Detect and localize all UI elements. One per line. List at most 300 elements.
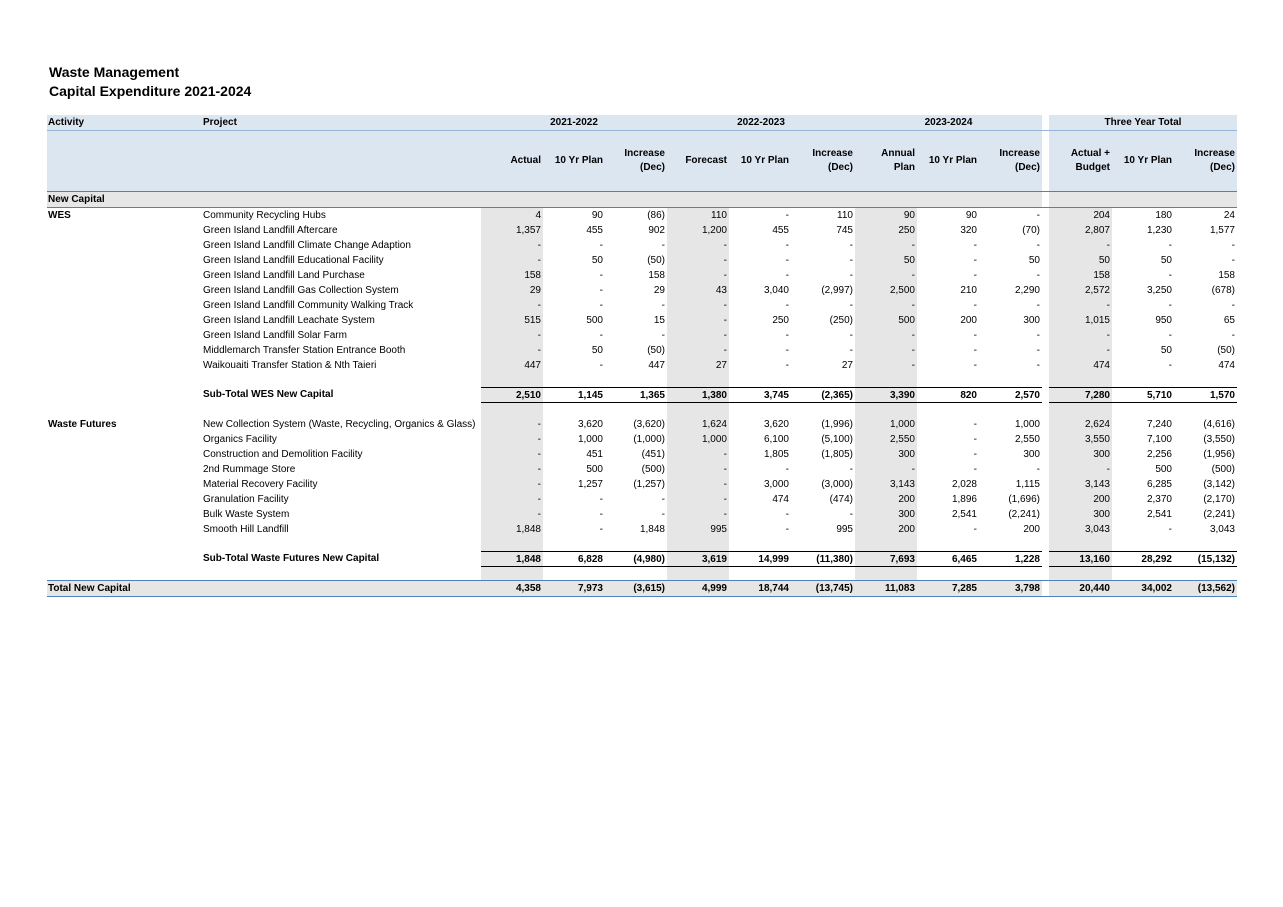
value-cell: (250) [829,315,853,326]
subtotal-label: Sub-Total Waste Futures New Capital [203,553,380,564]
value-cell: 7,100 [1146,434,1172,445]
value-cell: - [723,270,727,281]
value-cell: 474 [1093,360,1110,371]
group-header-2022-2023: 2022-2023 [737,117,785,128]
table-row [47,223,1237,238]
table-row [47,328,1237,343]
value-cell: 3,043 [1084,524,1110,535]
table-row [47,462,1237,477]
table-row [47,447,1237,462]
project-name: Construction and Demolition Facility [203,449,363,460]
value-cell: 1,357 [515,225,541,236]
column-header [667,131,729,191]
value-cell: 158 [1218,270,1235,281]
value-cell: - [599,285,603,296]
project-name: Green Island Landfill Aftercare [203,225,338,236]
value-cell: 200 [1023,524,1040,535]
subtotal-value: 1,145 [543,387,605,403]
value-cell: (3,550) [1203,434,1235,445]
column-header [1112,131,1174,191]
value-cell: (4,616) [1203,419,1235,430]
total-value: 18,744 [758,583,789,594]
column-separator [1042,417,1049,432]
value-cell: 200 [1093,494,1110,505]
project-name: Smooth Hill Landfill [203,524,289,535]
value-cell: (70) [1022,225,1040,236]
column-separator [1042,192,1049,207]
shaded-column [1049,567,1112,580]
value-cell: - [973,240,977,251]
value-cell: - [661,330,665,341]
total-row [47,580,1237,597]
value-cell: - [537,300,541,311]
column-separator [1042,238,1049,253]
value-cell: - [973,524,977,535]
total-value: 7,285 [951,583,977,594]
group-header-2021-2022: 2021-2022 [550,117,598,128]
value-cell: - [661,240,665,251]
value-cell: - [723,315,727,326]
value-cell: (2,241) [1008,509,1040,520]
table-row [47,298,1237,313]
column-header [481,131,543,191]
column-header-line: Plan [893,162,915,173]
value-cell: 90 [903,210,915,221]
value-cell: 1,624 [701,419,727,430]
value-cell: 2,370 [1146,494,1172,505]
column-separator [1042,313,1049,328]
value-cell: - [1106,330,1110,341]
value-cell: 200 [960,315,977,326]
value-cell: 3,620 [577,419,603,430]
value-cell: 950 [1155,315,1172,326]
value-cell: 1,577 [1209,225,1235,236]
value-cell: (1,956) [1203,449,1235,460]
value-cell: 1,000 [889,419,915,430]
value-cell: 745 [836,225,853,236]
value-cell: - [1168,330,1172,341]
value-cell: (474) [829,494,853,505]
value-cell: 300 [1093,449,1110,460]
value-cell: 90 [965,210,977,221]
value-cell: (2,170) [1203,494,1235,505]
subtotal-row [47,551,1237,567]
value-cell: 200 [898,494,915,505]
column-header [605,131,667,191]
column-header-line: (Dec) [1014,162,1040,173]
column-separator [1042,223,1049,238]
project-name: Green Island Landfill Climate Change Adaption [203,240,411,251]
value-cell: - [785,509,789,520]
column-header [1174,131,1237,191]
value-cell: - [723,479,727,490]
value-cell: - [661,300,665,311]
value-cell: 447 [524,360,541,371]
value-cell: - [911,345,915,356]
value-cell: - [599,330,603,341]
value-cell: - [599,270,603,281]
shaded-column [667,403,729,417]
value-cell: 500 [586,315,603,326]
project-name: Green Island Landfill Solar Farm [203,330,347,341]
value-cell: - [911,360,915,371]
value-cell: - [537,345,541,356]
shaded-column [481,373,543,387]
table-row [47,268,1237,283]
value-cell: - [537,494,541,505]
value-cell: - [723,255,727,266]
subtotal-value: 28,292 [1112,551,1174,567]
value-cell: - [849,345,853,356]
subtotal-value: 7,693 [855,551,917,567]
value-cell: 300 [898,449,915,460]
column-separator [1042,268,1049,283]
value-cell: 455 [772,225,789,236]
value-cell: 515 [524,315,541,326]
value-cell: 300 [1093,509,1110,520]
value-cell: 29 [529,285,541,296]
value-cell: - [849,270,853,281]
spacer-row [47,403,1237,417]
value-cell: - [599,360,603,371]
value-cell: - [1106,240,1110,251]
value-cell: 3,620 [763,419,789,430]
value-cell: - [973,270,977,281]
column-header-line: Budget [1075,162,1110,173]
value-cell: - [849,255,853,266]
value-cell: 2,807 [1084,225,1110,236]
project-header: Project [203,117,237,128]
value-cell: - [973,330,977,341]
value-cell: 1,230 [1146,225,1172,236]
subtotal-value: 3,745 [729,387,791,403]
value-cell: (50) [1217,345,1235,356]
value-cell: (3,000) [821,479,853,490]
value-cell: - [537,419,541,430]
column-separator [1042,567,1049,580]
project-name: Material Recovery Facility [203,479,318,490]
value-cell: 1,115 [1015,479,1040,490]
spacer-row [47,567,1237,580]
table-row [47,238,1237,253]
value-cell: - [973,255,977,266]
value-cell: 27 [841,360,853,371]
value-cell: - [1231,240,1235,251]
value-cell: 29 [653,285,665,296]
value-cell: 158 [524,270,541,281]
shaded-column [667,567,729,580]
column-separator [1042,581,1049,596]
column-separator [1042,253,1049,268]
project-name: Bulk Waste System [203,509,290,520]
column-header-line: 10 Yr Plan [554,155,603,166]
value-cell: - [785,255,789,266]
value-cell: - [537,449,541,460]
value-cell: - [1036,464,1040,475]
column-header [917,131,979,191]
total-value: (13,745) [815,583,853,594]
value-cell: - [723,330,727,341]
column-separator [1042,298,1049,313]
subtotal-row [47,387,1237,403]
value-cell: - [1036,360,1040,371]
value-cell: 300 [1023,315,1040,326]
value-cell: - [723,345,727,356]
column-separator [1042,373,1049,387]
table-row [47,522,1237,537]
value-cell: (1,257) [633,479,665,490]
shaded-column [667,537,729,551]
value-cell: 3,550 [1084,434,1110,445]
column-separator [1042,387,1049,403]
subtotal-value: 2,570 [979,387,1042,403]
column-header [979,131,1042,191]
value-cell: - [973,464,977,475]
value-cell: (5,100) [821,434,853,445]
subtotal-value: 13,160 [1049,551,1112,567]
value-cell: - [599,509,603,520]
column-separator [1042,522,1049,537]
value-cell: - [849,240,853,251]
value-cell: 3,143 [1084,479,1110,490]
value-cell: 50 [1160,255,1172,266]
shaded-column [1049,373,1112,387]
table-row [47,432,1237,447]
value-cell: 2,624 [1084,419,1110,430]
total-value: 20,440 [1079,583,1110,594]
value-cell: - [785,300,789,311]
value-cell: - [785,464,789,475]
column-header-line: (Dec) [827,162,853,173]
value-cell: - [599,300,603,311]
total-value: 4,999 [701,583,727,594]
value-cell: - [723,464,727,475]
value-cell: 250 [898,225,915,236]
value-cell: 3,250 [1146,285,1172,296]
value-cell: - [1036,345,1040,356]
project-name: Green Island Landfill Gas Collection System [203,285,399,296]
value-cell: - [1168,240,1172,251]
value-cell: 2,541 [1146,509,1172,520]
shaded-column [855,537,917,551]
column-header [855,131,917,191]
section-label-row [47,192,1237,208]
value-cell: (50) [647,345,665,356]
subtotal-value: 1,228 [979,551,1042,567]
subtotal-value: (15,132) [1174,551,1237,567]
value-cell: (3,620) [633,419,665,430]
section-label: New Capital [48,194,105,205]
value-cell: - [1036,300,1040,311]
total-label: Total New Capital [48,583,131,594]
table-row [47,283,1237,298]
value-cell: 250 [772,315,789,326]
total-value: 4,358 [515,583,541,594]
column-header-line: Actual + [1070,148,1110,159]
value-cell: - [973,300,977,311]
shaded-column [667,373,729,387]
subtotal-value: 5,710 [1112,387,1174,403]
table-row [47,253,1237,268]
value-cell: - [911,300,915,311]
project-name: New Collection System (Waste, Recycling, Organics & Glass) [203,419,476,430]
column-header-line: 10 Yr Plan [740,155,789,166]
value-cell: 1,000 [701,434,727,445]
value-cell: 2,572 [1084,285,1110,296]
value-cell: - [849,464,853,475]
value-cell: (2,997) [821,285,853,296]
value-cell: - [1168,360,1172,371]
value-cell: (86) [647,210,665,221]
project-name: Granulation Facility [203,494,289,505]
value-cell: - [911,240,915,251]
value-cell: 902 [648,225,665,236]
shaded-column [481,403,543,417]
table-row [47,358,1237,373]
subtotal-value: 1,380 [667,387,729,403]
value-cell: (500) [641,464,665,475]
column-separator [1042,403,1049,417]
total-value: (13,562) [1197,583,1235,594]
value-cell: - [599,524,603,535]
value-cell: - [785,345,789,356]
value-cell: 210 [960,285,977,296]
table-row [47,492,1237,507]
value-cell: 200 [898,524,915,535]
value-cell: - [537,479,541,490]
value-cell: - [537,434,541,445]
column-header [729,131,791,191]
value-cell: 7,240 [1146,419,1172,430]
value-cell: 24 [1223,210,1235,221]
capex-table [47,115,1237,597]
value-cell: - [1036,240,1040,251]
value-cell: - [1231,255,1235,266]
value-cell: 27 [715,360,727,371]
value-cell: 300 [898,509,915,520]
value-cell: 158 [1093,270,1110,281]
subtotal-value: 6,828 [543,551,605,567]
page-title: Waste Management [49,64,180,80]
value-cell: - [973,449,977,460]
column-separator [1042,462,1049,477]
value-cell: 1,848 [515,524,541,535]
column-separator [1042,507,1049,522]
value-cell: 1,015 [1084,315,1110,326]
value-cell: - [973,360,977,371]
subtotal-value: 14,999 [729,551,791,567]
value-cell: - [723,494,727,505]
total-value: 7,973 [577,583,603,594]
page-subtitle: Capital Expenditure 2021-2024 [49,83,252,99]
value-cell: 3,040 [763,285,789,296]
project-name: Middlemarch Transfer Station Entrance Booth [203,345,406,356]
value-cell: - [661,509,665,520]
value-cell: 1,200 [701,225,727,236]
value-cell: - [1168,300,1172,311]
value-cell: (500) [1211,464,1235,475]
project-name: Green Island Landfill Leachate System [203,315,375,326]
value-cell: - [849,509,853,520]
table-row [47,477,1237,492]
value-cell: 43 [715,285,727,296]
value-cell: 50 [1098,255,1110,266]
column-separator [1042,477,1049,492]
value-cell: 110 [837,210,853,221]
value-cell: (50) [647,255,665,266]
value-cell: 50 [903,255,915,266]
group-header-2023-2024: 2023-2024 [924,117,973,128]
value-cell: 1,848 [639,524,665,535]
value-cell: (451) [641,449,665,460]
shaded-column [1049,537,1112,551]
value-cell: 500 [586,464,603,475]
subtotal-value: (4,980) [605,551,667,567]
column-separator [1042,208,1049,223]
value-cell: - [911,270,915,281]
total-value: 3,798 [1014,583,1040,594]
value-cell: - [973,419,977,430]
value-cell: 65 [1223,315,1235,326]
subtotal-value: (11,380) [791,551,855,567]
subtotal-value: (2,365) [791,387,855,403]
value-cell: 1,896 [951,494,977,505]
column-separator [1042,551,1049,567]
table-row [47,507,1237,522]
value-cell: - [785,524,789,535]
spacer-row [47,373,1237,387]
subtotal-label: Sub-Total WES New Capital [203,389,334,400]
value-cell: - [537,255,541,266]
column-separator [1042,343,1049,358]
value-cell: 995 [836,524,853,535]
column-header [791,131,855,191]
value-cell: - [1168,270,1172,281]
value-cell: 451 [586,449,603,460]
value-cell: 2,028 [951,479,977,490]
value-cell: 474 [1218,360,1235,371]
value-cell: (1,805) [821,449,853,460]
value-cell: (2,241) [1203,509,1235,520]
shaded-column [481,567,543,580]
header-group-row [47,115,1237,131]
header-column-row [47,131,1237,192]
value-cell: - [1231,300,1235,311]
value-cell: - [849,330,853,341]
value-cell: 2,541 [951,509,977,520]
value-cell: - [723,240,727,251]
value-cell: - [849,300,853,311]
shaded-column [855,403,917,417]
column-header-line: 10 Yr Plan [928,155,977,166]
value-cell: 6,100 [763,434,789,445]
value-cell: 2,500 [889,285,915,296]
value-cell: - [537,509,541,520]
project-name: 2nd Rummage Store [203,464,296,475]
group-header-three-year-total: Three Year Total [1104,117,1182,128]
value-cell: 110 [711,210,727,221]
value-cell: 50 [591,345,603,356]
value-cell: 2,550 [1014,434,1040,445]
value-cell: (678) [1211,285,1235,296]
table-row [47,343,1237,358]
project-name: Green Island Landfill Land Purchase [203,270,365,281]
activity-label: WES [48,210,71,221]
value-cell: - [599,494,603,505]
column-separator [1042,328,1049,343]
value-cell: 320 [960,225,977,236]
column-separator [1042,492,1049,507]
